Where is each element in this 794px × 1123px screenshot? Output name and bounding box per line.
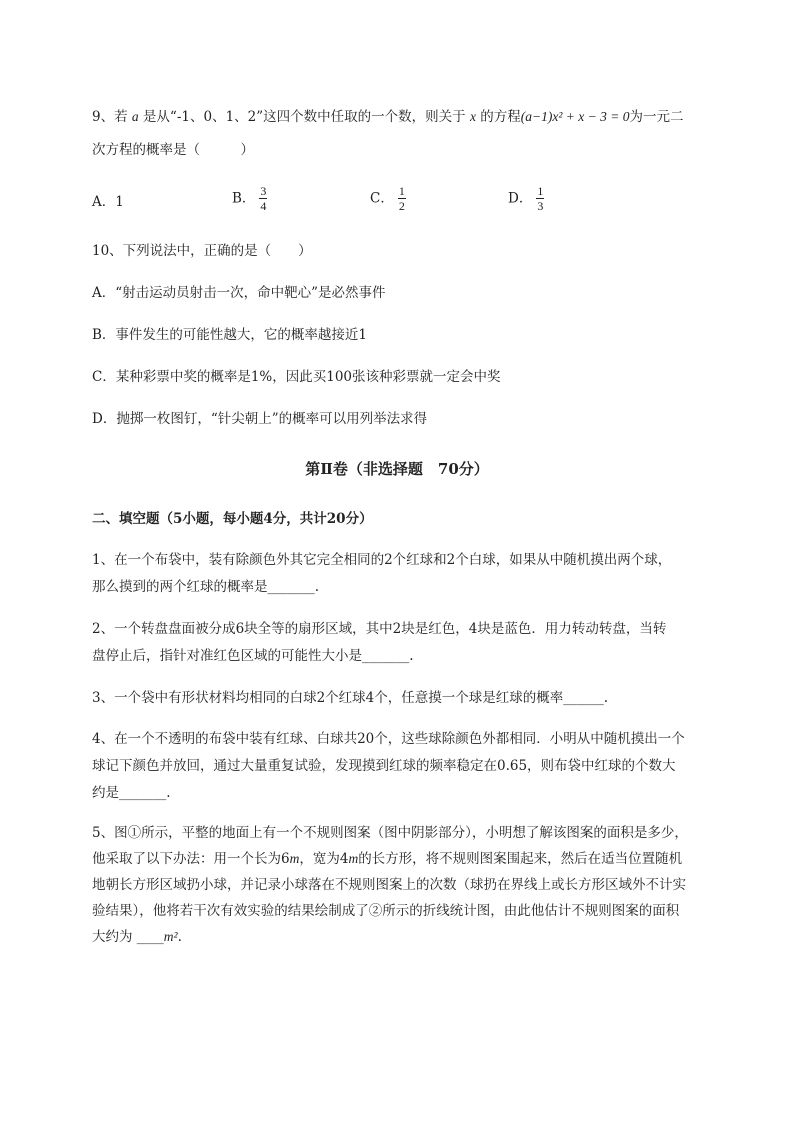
- q9-option-c-label: C．: [370, 190, 394, 207]
- q9-text-b: 是从“-1、0、1、2”这四个数中任取的一个数，则关于: [138, 109, 470, 125]
- q9-option-b: [232, 184, 267, 213]
- fill-q4-line2: 球记下颜色并放回，通过大量重复试验，发现摸到红球的频率稳定在0.65，则布袋中红球的个数大: [92, 758, 676, 774]
- section-subtitle: 二、填空题（5小题，每小题4分，共计20分）: [92, 511, 373, 527]
- q9-option-c-numerator: 1: [398, 184, 405, 198]
- fill-q1-line1: 1、在一个布袋中，装有除颜色外其它完全相同的2个红球和2个白球，如果从中随机摸出两个球，: [92, 552, 672, 568]
- fill-q4-line1: 4、在一个不透明的布袋中装有红球、白球共20个，这些球除颜色外都相同．小明从中随机摸出一个: [92, 731, 685, 747]
- q10-option-a: A．“射击运动员射击一次，命中靶心”是必然事件: [92, 285, 386, 301]
- q9-option-a-text: A．1: [92, 194, 124, 210]
- fill-q2-line1: 2、一个转盘盘面被分成6块全等的扇形区域，其中2块是红色，4块是蓝色．用力转动转盘，当转: [92, 621, 667, 637]
- fill-q1-line2: 那么摸到的两个红球的概率是_______.: [92, 579, 320, 595]
- fill-q5-line5-a: 大约为 ____: [92, 929, 164, 945]
- fill-q5-line2-a: 他采取了以下办法：用一个长为6: [92, 851, 290, 867]
- q9-option-d-denominator: 3: [537, 199, 544, 213]
- q9-option-a: [92, 192, 124, 212]
- fill-q4-line3: 约是_______.: [92, 785, 171, 801]
- q9-var-x: x: [469, 109, 476, 124]
- q9-option-b-label: B．: [232, 190, 256, 207]
- q9-line1: [92, 107, 683, 127]
- section-title: 第Ⅱ卷（非选择题 70分）: [305, 460, 489, 478]
- fill-q5-unit-m-1: m: [289, 851, 300, 866]
- q9-var-a: a: [131, 109, 139, 124]
- fill-q5-line2: [92, 849, 682, 869]
- q10-option-b: B．事件发生的可能性越大，它的概率越接近1: [92, 327, 368, 343]
- q9-equation: (a−1)x² + x − 3 = 0: [520, 109, 630, 124]
- q10-option-d: D．抛掷一枚图钉，“针尖朝上”的概率可以用列举法求得: [92, 411, 428, 427]
- fill-q5-line2-c: 的长方形，将不规则图案围起来，然后在适当位置随机: [358, 851, 683, 867]
- q9-option-d-fraction: [536, 184, 544, 213]
- q9-text-c: 的方程: [475, 109, 521, 125]
- q9-option-c-fraction: [398, 184, 406, 213]
- fill-q3-line1: 3、一个袋中有形状材料均相同的白球2个红球4个，任意摸一个球是红球的概率______.: [92, 690, 609, 706]
- fill-q2-line2: 盘停止后，指针对准红色区域的可能性大小是_______.: [92, 648, 414, 664]
- q9-text-d: 为一元二: [629, 109, 684, 125]
- fill-q5-line3: 地朝长方形区域扔小球，并记录小球落在不规则图案上的次数（球扔在界线上或长方形区域外不计实: [92, 877, 686, 893]
- fill-q5-line5: [92, 927, 182, 947]
- q9-option-c: [370, 184, 406, 213]
- fill-q5-line4: 验结果），他将若干次有效实验的结果绘制成了②所示的折线统计图，由此他估计不规则图案的面积: [92, 903, 680, 919]
- q9-option-b-numerator: 3: [260, 184, 267, 198]
- q9-option-b-denominator: 4: [260, 199, 267, 213]
- q9-line2: 次方程的概率是（ ）: [92, 142, 254, 158]
- q9-text-a: 9、若: [92, 109, 132, 125]
- q9-option-b-fraction: [259, 184, 267, 213]
- q10-stem: 10、下列说法中，正确的是（ ）: [92, 243, 312, 259]
- q9-option-d-numerator: 1: [537, 184, 544, 198]
- fill-q5-unit-m2: m²: [163, 929, 178, 944]
- fill-q5-unit-m-2: m: [348, 851, 359, 866]
- q10-option-c: C．某种彩票中奖的概率是1%，因此买100张该种彩票就一定会中奖: [92, 369, 501, 385]
- q9-option-d: [508, 184, 544, 213]
- fill-q5-line5-c: .: [177, 929, 182, 945]
- fill-q5-line1: 5、图①所示，平整的地面上有一个不规则图案（图中阴影部分），小明想了解该图案的面积是多少，: [92, 825, 688, 841]
- fill-q5-line2-b: ，宽为4: [299, 851, 349, 867]
- q9-option-d-label: D．: [508, 190, 533, 207]
- q9-option-c-denominator: 2: [398, 199, 405, 213]
